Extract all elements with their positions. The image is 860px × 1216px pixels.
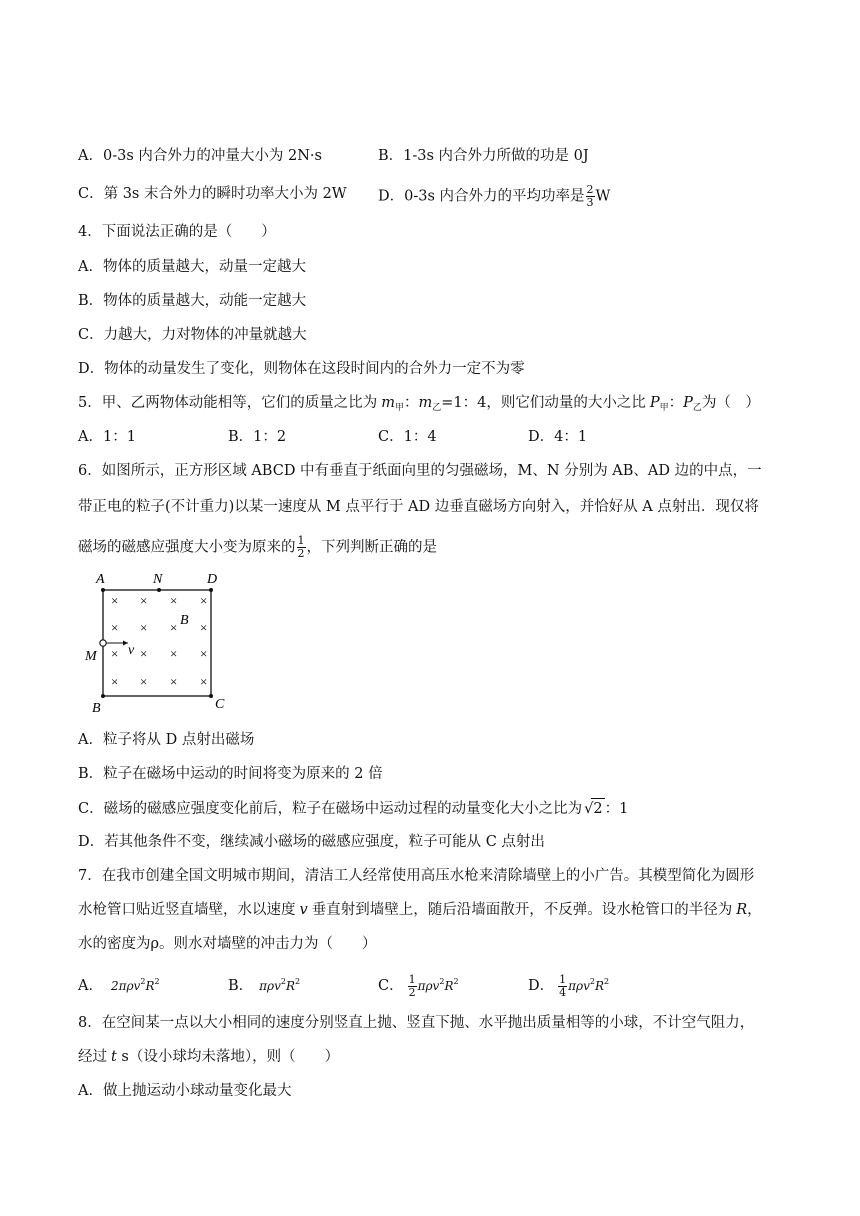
- field-cross: ×: [200, 620, 208, 635]
- q3-option-c: C．第 3s 末合外力的瞬时功率大小为 2W: [78, 186, 347, 202]
- field-cross: ×: [140, 620, 148, 635]
- q8-stem-line1: 8．在空间某一点以大小相同的速度分别竖直上抛、竖直下抛、水平抛出质量相等的小球，不计空气阻力，: [78, 1015, 755, 1031]
- q8-option-a: A．做上抛运动小球动量变化最大: [78, 1083, 292, 1099]
- field-cross: ×: [170, 646, 178, 661]
- label-m: M: [85, 649, 97, 664]
- field-cross: ×: [111, 593, 119, 608]
- field-cross: ×: [140, 593, 148, 608]
- q6-option-c: C．磁场的磁感应强度变化前后，粒子在磁场中运动过程的动量变化大小之比为 √2 ：1: [78, 798, 628, 819]
- q6-option-d: D．若其他条件不变，继续减小磁场的磁感应强度，粒子可能从 C 点射出: [78, 834, 545, 850]
- label-v: v: [128, 643, 135, 658]
- field-cross: ×: [170, 593, 178, 608]
- field-cross: ×: [170, 620, 178, 635]
- q7-stem-line2: 水枪管口贴近竖直墙壁，水以速度 v 垂直射到墙壁上，随后沿墙面散开，不反弹。设水枪管口的半径为 R，: [78, 902, 762, 918]
- label-c: C: [215, 697, 225, 712]
- q5-option-a: A．1：1: [78, 429, 136, 445]
- q5-stem: 5．甲、乙两物体动能相等，它们的质量之比为 $m_甲$：$m_乙=1$：4，则它们动量的大小之比 $P_甲$：$P_乙$为（ ）: [78, 395, 760, 413]
- field-cross: ×: [200, 593, 208, 608]
- label-n: N: [153, 572, 163, 587]
- q3-option-b: B．1-3s 内合外力所做的功是 0J: [378, 148, 589, 164]
- label-d: D: [207, 572, 218, 587]
- q7-option-c: C． $\frac{1}{2}$ $\pi\rho v^2R^2$: [378, 973, 459, 999]
- q3-option-a: A．0-3s 内合外力的冲量大小为 2N·s: [78, 148, 322, 164]
- fraction-two-thirds: $\frac{2}{3}$: [586, 183, 594, 209]
- q6-option-b: B．粒子在磁场中运动的时间将变为原来的 2 倍: [78, 766, 383, 782]
- q7-option-d: D． $\frac{1}{4}$ $\pi\rho v^2R^2$: [528, 973, 610, 999]
- q5-option-c: C．1：4: [378, 429, 437, 445]
- q5-option-d: D．4：1: [528, 429, 588, 445]
- q4-option-c: C．力越大，力对物体的冲量就越大: [78, 327, 307, 343]
- q4-option-a: A．物体的质量越大，动量一定越大: [78, 259, 306, 275]
- label-b: B: [92, 701, 101, 714]
- field-cross: ×: [140, 646, 148, 661]
- q7-option-a: A． $2\pi\rho v^2R^2$: [78, 977, 160, 994]
- field-cross: ×: [200, 646, 208, 661]
- q7-option-b: B． $\pi\rho v^2R^2$: [228, 977, 301, 994]
- label-b-field: B: [180, 613, 189, 628]
- q5-option-b: B．1：2: [228, 429, 287, 445]
- q6-stem-line3: 磁场的磁感应强度大小变为原来的 $\frac{1}{2}$ ，下列判断正确的是: [78, 534, 437, 560]
- q6-stem-line2: 带正电的粒子(不计重力)以某一速度从 M 点平行于 AD 边垂直磁场方向射入，并恰好从 A 点射出．现仅将: [78, 499, 759, 515]
- field-cross: ×: [111, 674, 119, 689]
- point-m-marker: [100, 640, 106, 646]
- field-cross: ×: [111, 646, 119, 661]
- q3-option-d-text: D．0-3s 内合外力的平均功率是: [378, 188, 585, 205]
- q8-stem-line2: 经过 t s（设小球均未落地），则（ ）: [78, 1049, 340, 1065]
- field-cross: ×: [140, 674, 148, 689]
- q4-option-b: B．物体的质量越大，动能一定越大: [78, 293, 307, 309]
- q6-option-a: A．粒子将从 D 点射出磁场: [78, 732, 255, 748]
- field-cross: ×: [111, 620, 119, 635]
- q6-stem-line1: 6．如图所示，正方形区域 ABCD 中有垂直于纸面向里的匀强磁场，M、N 分别为 AB、AD 边的中点，一: [78, 463, 762, 479]
- magnetic-field-figure: [84, 568, 234, 714]
- field-crosses: [111, 593, 207, 689]
- q7-stem-line1: 7．在我市创建全国文明城市期间，清洁工人经常使用高压水枪来清除墙壁上的小广告。其模型简化为圆形: [78, 868, 755, 884]
- q3-option-d: D．0-3s 内合外力的平均功率是 $\frac{2}{3}$ W: [378, 183, 611, 209]
- q4-option-d: D．物体的动量发生了变化，则物体在这段时间内的合外力一定不为零: [78, 361, 525, 377]
- q4-stem: 4．下面说法正确的是（ ）: [78, 224, 276, 240]
- field-cross: ×: [200, 674, 208, 689]
- fraction-one-half: $\frac{1}{2}$: [297, 534, 305, 560]
- field-cross: ×: [170, 674, 178, 689]
- q7-stem-line3: 水的密度为ρ。则水对墙壁的冲击力为（ ）: [78, 936, 377, 952]
- label-a: A: [96, 572, 105, 587]
